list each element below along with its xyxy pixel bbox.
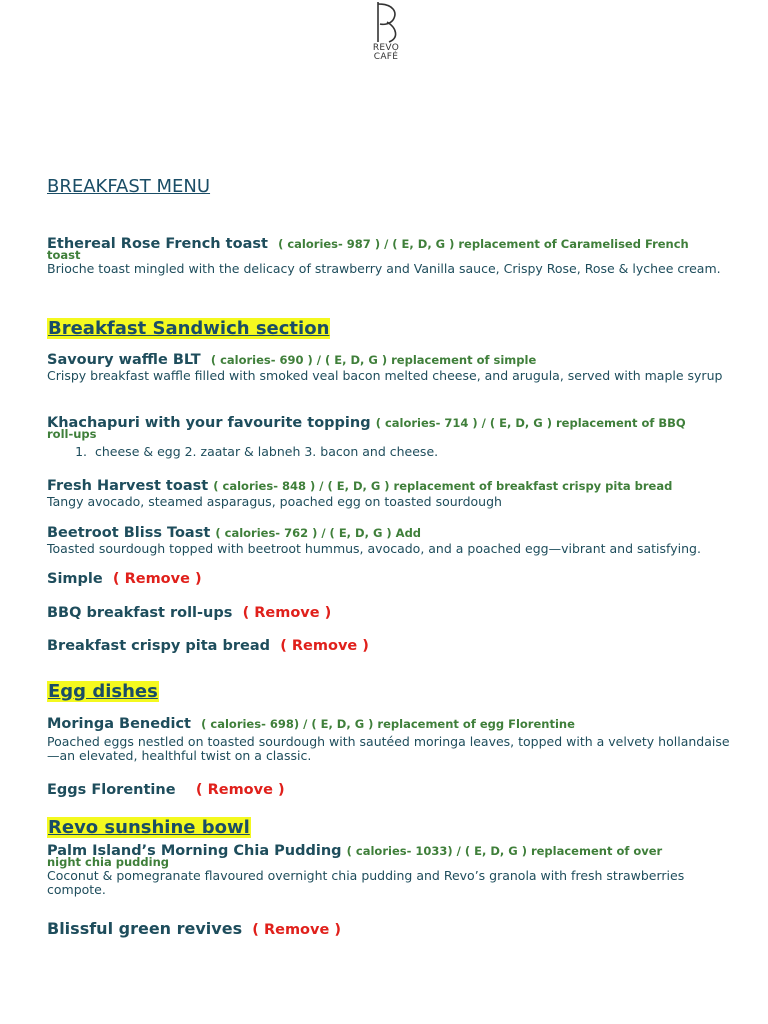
item-description: Tangy avocado, steamed asparagus, poached egg on toasted sourdough xyxy=(47,494,502,509)
item-meta: ( calories- 690 ) / ( E, D, G ) replacement of simple xyxy=(210,353,537,367)
removed-item-bbq-rollups xyxy=(47,603,737,622)
item-description: Brioche toast mingled with the delicacy of strawberry and Vanilla sauce, Crispy Rose, Rose & lychee cream. xyxy=(47,261,721,276)
item-meta: ( calories- 987 ) / ( E, D, G ) replacement of Caramelised French xyxy=(278,237,689,251)
section-title-sunshine-bowl xyxy=(47,817,737,838)
removed-item-simple xyxy=(47,569,737,588)
item-meta-continued: toast xyxy=(47,248,81,262)
item-description: Crispy breakfast waffle filled with smoked veal bacon melted cheese, and arugula, served with maple syrup xyxy=(47,368,723,383)
item-name: Khachapuri with your favourite topping xyxy=(47,415,371,431)
remove-label: ( Remove ) xyxy=(252,922,341,938)
item-description: Coconut & pomegranate flavoured overnight chia pudding and Revo’s granola with fresh strawberries compote. xyxy=(47,868,685,897)
item-meta: ( calories- 848 ) / ( E, D, G ) replacement of breakfast crispy pita bread xyxy=(213,479,673,493)
topping-options xyxy=(47,444,737,459)
item-description: Poached eggs nestled on toasted sourdough with sautéed moringa leaves, topped with a velvety hollandaise—an elevated, healthful twist on a classic. xyxy=(47,734,730,763)
menu-item-waffle-blt xyxy=(47,350,737,383)
section-title-sandwich xyxy=(47,318,737,339)
menu-item-harvest-toast xyxy=(47,476,737,509)
section-title-egg-dishes xyxy=(47,681,737,702)
item-name: Simple xyxy=(47,571,103,587)
item-name: Blissful green revives xyxy=(47,919,243,938)
item-name: Palm Island’s Morning Chia Pudding xyxy=(47,843,342,859)
remove-label: ( Remove ) xyxy=(195,782,285,798)
menu-item-chia-pudding xyxy=(47,841,737,897)
item-name: Ethereal Rose French toast xyxy=(47,236,268,252)
remove-label: ( Remove ) xyxy=(242,605,332,621)
page-title: BREAKFAST MENU xyxy=(47,176,211,197)
logo-line-1: REVO xyxy=(372,43,400,53)
section-highlight: Egg dishes xyxy=(48,681,158,702)
item-name: Beetroot Bliss Toast xyxy=(47,525,211,541)
logo-line-2: CAFÉ xyxy=(373,52,399,62)
item-meta: ( calories- 1033) / ( E, D, G ) replacement of over xyxy=(346,844,663,858)
section-highlight: Revo sunshine bowl xyxy=(48,817,250,838)
item-meta-continued: roll-ups xyxy=(47,427,97,441)
item-meta: ( calories- 762 ) / ( E, D, G ) Add xyxy=(215,526,422,540)
removed-item-pita-bread xyxy=(47,636,737,655)
item-name: Fresh Harvest toast xyxy=(47,478,209,494)
item-meta: ( calories- 714 ) / ( E, D, G ) replacement of BBQ xyxy=(375,416,686,430)
item-name: Savoury waffle BLT xyxy=(47,352,201,368)
revo-r-mark-icon xyxy=(369,0,403,44)
removed-item-green-revives xyxy=(47,920,737,939)
item-name: BBQ breakfast roll-ups xyxy=(47,605,233,621)
item-meta: ( calories- 698) / ( E, D, G ) replacement of egg Florentine xyxy=(201,717,575,731)
remove-label: ( Remove ) xyxy=(280,638,369,654)
revo-cafe-logo xyxy=(364,0,408,62)
item-name: Eggs Florentine xyxy=(47,782,176,798)
section-highlight: Breakfast Sandwich section xyxy=(48,318,330,339)
menu-item-rose-french-toast xyxy=(47,234,737,276)
remove-label: ( Remove ) xyxy=(112,571,202,587)
menu-item-moringa-benedict xyxy=(47,714,737,763)
removed-item-eggs-florentine xyxy=(47,780,737,799)
item-name: Moringa Benedict xyxy=(47,716,191,732)
item-meta-continued: night chia pudding xyxy=(47,855,170,869)
menu-item-khachapuri xyxy=(47,413,737,459)
topping-option-list: 1. cheese & egg 2. zaatar & labneh 3. bacon and cheese. xyxy=(91,444,737,459)
item-description: Toasted sourdough topped with beetroot hummus, avocado, and a poached egg—vibrant and satisfying. xyxy=(47,541,701,556)
menu-item-beetroot-toast xyxy=(47,523,737,556)
item-name: Breakfast crispy pita bread xyxy=(47,638,271,654)
